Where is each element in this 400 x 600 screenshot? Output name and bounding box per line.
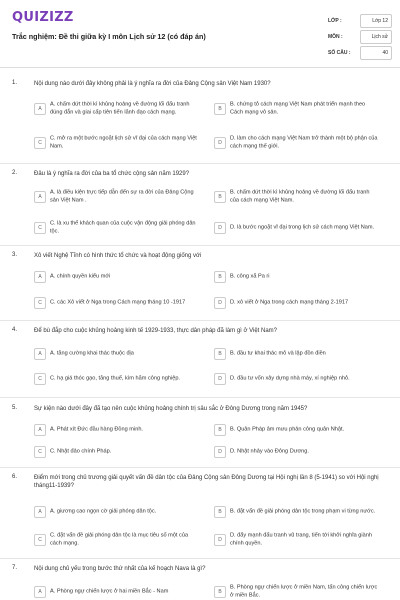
option-text: A. Phát xít Đức đầu hàng Đồng minh. <box>50 426 143 433</box>
meta-subject-value: Lịch sử <box>371 34 388 40</box>
option-letter-box: C <box>34 373 46 385</box>
option-text: B. Quân Pháp âm mưu phản công quân Nhật. <box>230 426 345 433</box>
meta-grade-label: LỚP : <box>328 18 342 24</box>
option-text: D. đầu tư vốn xây dựng nhà máy, xí nghiệp nhỏ. <box>230 375 350 382</box>
question-text: Sự kiện nào dưới đây đã tạo nên cuộc khủng hoảng chính trị sâu sắc ở Đông Dương trong năm 1945? <box>34 406 308 412</box>
meta-grade-value: Lớp 12 <box>372 18 388 24</box>
option-text: A. chính quyền kiểu mới <box>50 273 111 280</box>
option-text: A. giương cao ngọn cờ giải phóng dân tộc. <box>50 508 157 515</box>
option-text: B. Phòng ngự chiến lược ở miền Nam, tấn công chiến lược ở miền Bắc. <box>230 584 378 598</box>
option-letter-box: C <box>34 297 46 309</box>
option-text: A. là điều kiện trực tiếp dẫn đến sự ra đời của Đảng Cộng sản Việt Nam . <box>50 189 194 203</box>
question-text: Để bù đắp cho cuộc khủng hoảng kinh tế 1929-1933, thực dân pháp đã làm gì ở Việt Nam? <box>34 328 278 334</box>
option-text: D. xô viết ở Nga trong cách mạng tháng 2-1917 <box>230 299 349 306</box>
q7-option-b[interactable] <box>214 582 386 600</box>
question-number: 4. <box>12 327 18 333</box>
option-text: D. là bước ngoặt vĩ đại trong lịch sử cách mạng Việt Nam. <box>230 224 375 231</box>
q4-option-d[interactable] <box>214 367 386 391</box>
option-letter-box: D <box>214 373 226 385</box>
option-letter-box: B <box>214 271 226 283</box>
question-text: Điểm mới trong chủ trương giải quyết vấn đề dân tộc của Đảng Cộng sản Đông Dương tại Hội nghị lần 8 (5-1941) so với Hội nghị tháng11-1939? <box>34 475 379 489</box>
divider <box>0 467 400 468</box>
option-letter-box: B <box>214 191 226 203</box>
meta-subject-label: MÔN : <box>328 34 343 40</box>
option-text: C. đặt vấn đề giải phóng dân tộc là mục tiêu số một của cách mạng. <box>50 532 189 546</box>
question-text: Xô viết Nghệ Tĩnh có hình thức tổ chức và hoạt động giống với <box>34 253 202 259</box>
option-text: B. công xã Pa ri <box>230 273 270 280</box>
quizizz-logo: QUIZIZZ <box>12 10 74 25</box>
option-letter-box: D <box>214 297 226 309</box>
q6-option-c[interactable] <box>34 528 204 552</box>
question-text: Đâu là ý nghĩa ra đời của ba tổ chức cộng sản năm 1929? <box>34 171 190 177</box>
meta-subject <box>324 30 392 44</box>
q3-option-c[interactable] <box>34 291 204 315</box>
q5-option-d[interactable] <box>214 440 386 464</box>
q4-option-b[interactable] <box>214 342 386 366</box>
question-number: 6. <box>12 474 18 480</box>
option-letter-box: B <box>214 586 226 598</box>
q1-option-a[interactable] <box>34 97 204 121</box>
option-letter-box: A <box>34 348 46 360</box>
option-text: B. đặt vấn đề giải phóng dân tộc trong phạm vi từng nước. <box>230 508 376 515</box>
q7-option-a[interactable] <box>34 582 204 600</box>
q5-option-a[interactable] <box>34 418 204 442</box>
option-letter-box: A <box>34 103 46 115</box>
option-letter-box: B <box>214 424 226 436</box>
option-letter-box: B <box>214 348 226 360</box>
q6-option-b[interactable] <box>214 500 386 524</box>
divider <box>0 397 400 398</box>
q6-option-d[interactable] <box>214 528 386 552</box>
q1-option-c[interactable] <box>34 131 204 155</box>
q2-option-b[interactable] <box>214 185 386 209</box>
meta-grade <box>324 14 392 28</box>
option-letter-box: C <box>34 222 46 234</box>
option-text: B. đầu tư khai thác mỏ và lập đồn điền <box>230 350 326 357</box>
option-text: D. làm cho cách mạng Việt Nam trở thành một bộ phận của cách mạng thế giới. <box>230 135 378 149</box>
divider <box>0 163 400 164</box>
option-letter-box: A <box>34 424 46 436</box>
option-letter-box: A <box>34 586 46 598</box>
option-letter-box: A <box>34 271 46 283</box>
meta-question-count-label: SỐ CÂU : <box>328 50 351 56</box>
q2-option-a[interactable] <box>34 185 204 209</box>
option-letter-box: C <box>34 446 46 458</box>
option-text: C. là xu thế khách quan của cuộc vận động giải phóng dân tộc. <box>50 220 196 234</box>
option-text: C. hạ giá thóc gạo, tăng thuế, kìm hãm công nghiệp. <box>50 375 180 382</box>
question-number: 3. <box>12 252 18 258</box>
option-text: C. các Xô viết ở Nga trong Cách mạng tháng 10 -1917 <box>50 299 186 306</box>
q3-option-b[interactable] <box>214 265 386 289</box>
option-letter-box: C <box>34 137 46 149</box>
question-text: Nội dung nào dưới đây không phải là ý nghĩa ra đời của Đảng Cộng sản Việt Nam 1930? <box>34 81 271 87</box>
q5-option-c[interactable] <box>34 440 204 464</box>
option-text: D. đẩy mạnh đấu tranh vũ trang, tiến tới khởi nghĩa giành chính quyền. <box>230 532 372 546</box>
q2-option-d[interactable] <box>214 216 386 240</box>
option-text: B. chấm dứt thời kì khủng hoảng về đường lối đấu tranh của cách mạng Việt Nam. <box>230 189 370 203</box>
q3-option-a[interactable] <box>34 265 204 289</box>
option-letter-box: D <box>214 222 226 234</box>
option-text: D. Nhật nhảy vào Đông Dương. <box>230 448 309 455</box>
option-text: C. mở ra một bước ngoặt lịch sử vĩ đại của cách mạng Việt Nam. <box>50 135 197 149</box>
option-text: A. tăng cường khai thác thuộc địa <box>50 350 134 357</box>
divider <box>0 245 400 246</box>
option-letter-box: D <box>214 137 226 149</box>
page-header <box>0 0 400 68</box>
question-number: 5. <box>12 405 18 411</box>
q1-option-b[interactable] <box>214 97 386 121</box>
option-letter-box: D <box>214 446 226 458</box>
q4-option-c[interactable] <box>34 367 204 391</box>
meta-question-count-value: 40 <box>382 50 388 56</box>
option-text: C. Nhật đảo chính Pháp. <box>50 448 112 455</box>
option-letter-box: A <box>34 191 46 203</box>
divider <box>0 558 400 559</box>
option-letter-box: B <box>214 506 226 518</box>
question-text: Nội dung chủ yếu trong bước thứ nhất của kế hoạch Nava là gì? <box>34 566 206 572</box>
q6-option-a[interactable] <box>34 500 204 524</box>
divider <box>0 320 400 321</box>
q5-option-b[interactable] <box>214 418 386 442</box>
option-text: A. Phòng ngự chiến lược ở hai miền Bắc - Nam <box>50 588 169 595</box>
question-number: 1. <box>12 80 18 86</box>
q3-option-d[interactable] <box>214 291 386 315</box>
q4-option-a[interactable] <box>34 342 204 366</box>
option-letter-box: D <box>214 534 226 546</box>
question-number: 7. <box>12 565 18 571</box>
q1-option-d[interactable] <box>214 131 386 155</box>
option-letter-box: A <box>34 506 46 518</box>
option-letter-box: B <box>214 103 226 115</box>
meta-question-count <box>324 46 392 60</box>
page-title: Trắc nghiệm: Đề thi giữa kỳ I môn Lịch sử 12 (có đáp án) <box>12 32 206 41</box>
question-number: 2. <box>12 170 18 176</box>
option-letter-box: C <box>34 534 46 546</box>
option-text: B. chứng tỏ cách mạng Việt Nam phát triển mạnh theo Cách mạng vô sản. <box>230 101 366 115</box>
q2-option-c[interactable] <box>34 216 204 240</box>
option-text: A. chấm dứt thời kì khủng hoảng về đường lối đấu tranh đúng đắn và giai cấp tiên tiến lãnh đạo cách mạng. <box>50 101 190 115</box>
